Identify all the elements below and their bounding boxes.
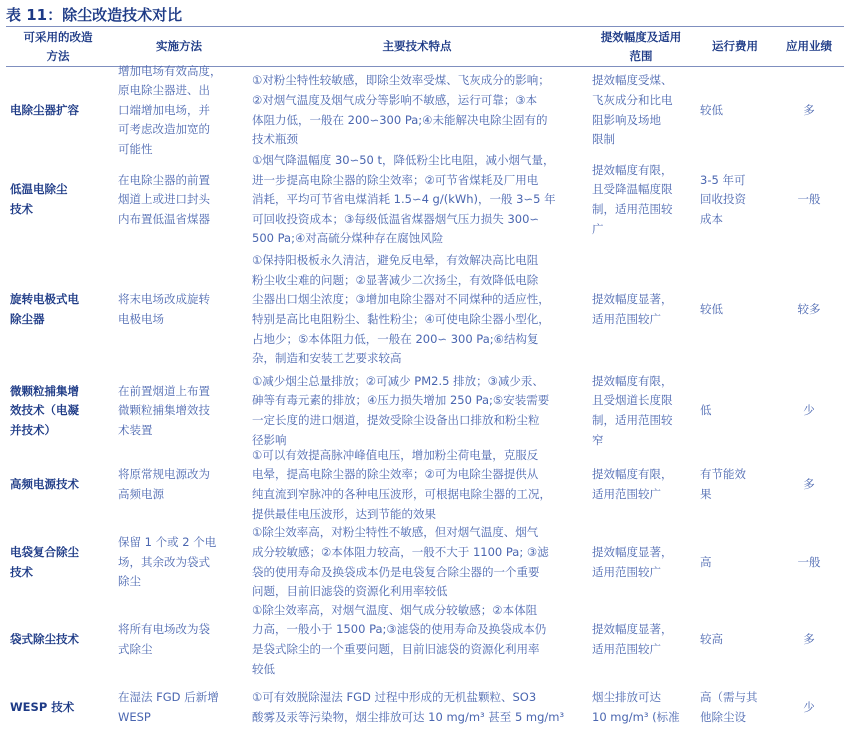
header-cost xyxy=(696,37,774,56)
text-line: 电极电场 xyxy=(118,312,164,326)
text-line: 低 xyxy=(700,403,712,418)
cost-cell xyxy=(696,688,774,727)
text-line: 技术 xyxy=(10,202,33,216)
scope-cell xyxy=(586,620,696,659)
text-line: 适用范围较广 xyxy=(592,564,661,579)
table-row xyxy=(6,523,844,602)
table-row xyxy=(6,375,844,447)
text-line: 较低 xyxy=(700,302,723,317)
features-cell xyxy=(248,688,586,727)
text-line: 电晕，提高电除尘器的除尘效率；②可为电除尘器提供从 xyxy=(252,467,539,482)
text-line: ①减少烟尘总量排放；②可减少 PM2.5 排放；③减少汞、 xyxy=(252,373,544,388)
text-line: 提效幅度显著， xyxy=(592,292,673,307)
implementation-cell xyxy=(110,290,248,329)
table-row xyxy=(6,63,844,156)
text-line: 保留 1 个或 2 个电 xyxy=(118,535,217,550)
text-line: 原电除尘器进、出 xyxy=(118,83,210,98)
cost-cell xyxy=(696,553,774,573)
features-cell xyxy=(248,372,586,450)
text-line: 可能性 xyxy=(118,141,153,156)
text-line: 技术瓶颈 xyxy=(252,132,298,147)
text-line: 阻影响及场地 xyxy=(592,112,661,127)
text-line: 术装置 xyxy=(118,422,153,437)
table-row xyxy=(6,678,844,738)
implementation-cell xyxy=(110,382,248,441)
text-line: 应用业绩 xyxy=(786,39,832,53)
method-cell xyxy=(6,101,110,121)
text-line: ①除尘效率高，对烟气温度、烟气成分较敏感；②本体阻 xyxy=(252,602,538,617)
method-cell xyxy=(6,698,110,718)
record-cell: 少 xyxy=(803,403,815,418)
table-title: 表 11：除尘改造技术对比 xyxy=(6,6,183,24)
scope-cell xyxy=(586,161,696,239)
cost-cell xyxy=(696,171,774,230)
text-line: 酸雾及汞等污染物，烟尘排放可达 10 mg/m³ 甚至 5 mg/m³ xyxy=(252,710,565,724)
text-line: 成分较敏感；②本体阻力较高，一般不大于 1100 Pa; ③滤 xyxy=(252,544,549,559)
text-line: 提效幅度有限， xyxy=(592,467,673,482)
method-cell xyxy=(6,290,110,329)
text-line: 高频电源技术 xyxy=(10,477,79,492)
text-line: ①可有效脱除湿法 FGD 过程中形成的无机盐颗粒、SO3 xyxy=(252,690,537,705)
method-cell xyxy=(6,180,110,219)
text-line: 适用范围较广 xyxy=(592,312,661,326)
text-line: 适用范围较广 xyxy=(592,642,661,656)
text-line: 提效幅度有限， xyxy=(592,162,673,177)
text-line: ①可以有效提高脉冲峰值电压，增加粉尘荷电量，克服反 xyxy=(252,447,539,462)
text-line: 粉尘收尘难的问题；②显著减少二次扬尘，有效降低电除 xyxy=(252,272,539,287)
text-line: 力高，一般小于 1500 Pa;③滤袋的使用寿命及换袋成本仍 xyxy=(252,622,547,637)
text-line: 他除尘设 xyxy=(700,710,746,724)
text-line: 提供最佳电压波形，达到节能的效果 xyxy=(252,506,436,521)
text-line: 主要技术特点 xyxy=(382,39,452,53)
features-cell xyxy=(248,71,586,149)
text-line: 袋的使用寿命及换袋成本仍是电袋复合除尘器的一个重要 xyxy=(252,564,540,579)
text-line: 500 Pa;④对高硫分煤种存在腐蚀风险 xyxy=(252,231,444,246)
text-line: 较低 xyxy=(700,102,723,117)
features-cell xyxy=(248,151,586,249)
record-cell: 一般 xyxy=(797,554,821,569)
text-line: 回收投资 xyxy=(700,192,746,207)
text-line: 制，适用范围较 xyxy=(592,413,673,427)
method-cell xyxy=(6,475,110,495)
text-line: 适用范围较广 xyxy=(592,487,661,501)
text-line: 低温电除尘 xyxy=(10,182,68,197)
text-line: 微颗粒捕集增效技 xyxy=(118,403,210,418)
text-line: 尘器出口烟尘浓度；③增加电除尘器对不同煤种的适应性， xyxy=(252,292,550,307)
text-line: 杂，制造和安装工艺要求较高 xyxy=(252,351,402,366)
implementation-cell xyxy=(110,620,248,659)
scope-cell xyxy=(586,688,696,727)
text-line: ①保持阳极板永久清洁，避免反电晕，有效解决高比电阻 xyxy=(252,253,539,268)
implementation-cell xyxy=(110,533,248,592)
features-cell xyxy=(248,523,586,601)
text-line: 运行费用 xyxy=(712,39,758,53)
text-line: ②对烟气温度及烟气成分等影响不敏感，运行可靠；③本 xyxy=(252,92,538,107)
table-body xyxy=(6,63,844,738)
text-line: 口端增加电场，并 xyxy=(118,102,210,117)
record-cell: 多 xyxy=(803,102,815,117)
text-line: 径影响 xyxy=(252,432,287,447)
text-line: ①除尘效率高，对粉尘特性不敏感，但对烟气温度、烟气 xyxy=(252,525,539,540)
text-line: 高频电源 xyxy=(118,487,164,501)
table-row xyxy=(6,602,844,678)
text-line: 提效幅度显著， xyxy=(592,622,673,637)
record-cell: 多 xyxy=(803,477,815,492)
text-line: 果 xyxy=(700,487,712,501)
scope-cell xyxy=(586,465,696,504)
text-line: 在前置烟道上布置 xyxy=(118,383,210,398)
text-line: 可采用的改造 xyxy=(23,29,93,44)
text-line: 砷等有毒元素的排放；④压力损失增加 250 Pa;⑤安装需要 xyxy=(252,393,550,408)
text-line: 场，其余改为袋式 xyxy=(118,554,210,569)
text-line: 范围 xyxy=(629,48,653,63)
text-line: 广 xyxy=(592,221,604,236)
text-line: 电除尘器扩容 xyxy=(10,102,79,117)
cost-cell xyxy=(696,401,774,421)
record-cell: 一般 xyxy=(797,192,821,207)
header-method xyxy=(6,28,110,66)
text-line: 特别是高比电阻粉尘、黏性粉尘；④可使电除尘器小型化， xyxy=(252,312,550,326)
record-cell: 多 xyxy=(803,632,815,647)
text-line: 将所有电场改为袋 xyxy=(118,622,210,637)
header-scope xyxy=(586,28,696,66)
text-line: 效技术（电凝 xyxy=(10,403,79,418)
text-line: 制，适用范围较 xyxy=(592,202,673,216)
text-line: 烟道上或进口封头 xyxy=(118,192,210,207)
text-line: 式除尘 xyxy=(118,642,153,656)
scope-cell xyxy=(586,290,696,329)
text-line: 方法 xyxy=(46,48,70,63)
implementation-cell xyxy=(110,688,248,727)
text-line: 成本 xyxy=(700,211,723,226)
text-line: 提效幅度有限， xyxy=(592,373,673,388)
header-record xyxy=(774,37,844,56)
scope-cell xyxy=(586,372,696,450)
text-line: ①烟气降温幅度 30∽50 t，降低粉尘比电阻，减小烟气量， xyxy=(252,153,555,168)
implementation-cell xyxy=(110,62,248,160)
text-line: 问题，目前旧滤袋的资源化利用率较低 xyxy=(252,584,448,599)
text-line: 烟尘排放可达 xyxy=(592,690,661,705)
text-line: WESP xyxy=(118,710,151,724)
features-cell xyxy=(248,251,586,369)
text-line: 高（需与其 xyxy=(700,690,758,705)
text-line: 且受烟道长度限 xyxy=(592,393,673,408)
text-line: 进一步提高电除尘器的除尘效率；②可节省煤耗及厂用电 xyxy=(252,172,539,187)
features-cell xyxy=(248,601,586,679)
text-line: 较低 xyxy=(252,661,275,676)
text-line: 内布置低温省煤器 xyxy=(118,211,210,226)
text-line: 袋式除尘技术 xyxy=(10,632,79,647)
text-line: 占地少；⑤本体阻力低，一般在 200∽ 300 Pa;⑥结构复 xyxy=(252,331,539,346)
text-line: ①对粉尘特性较敏感，即除尘效率受煤、飞灰成分的影响； xyxy=(252,73,550,88)
implementation-cell xyxy=(110,171,248,230)
cost-cell xyxy=(696,300,774,320)
header-implementation xyxy=(110,37,248,56)
dust-removal-comparison-table xyxy=(6,27,844,738)
text-line: 有节能效 xyxy=(700,467,746,482)
cost-cell xyxy=(696,630,774,650)
features-cell xyxy=(248,446,586,524)
text-line: 是袋式除尘的一个重要问题，目前旧滤袋的资源化利用率 xyxy=(252,642,540,656)
cost-cell xyxy=(696,101,774,121)
table-row xyxy=(6,245,844,375)
text-line: 提效幅度显著， xyxy=(592,544,673,559)
text-line: 提效幅度受煤、 xyxy=(592,73,673,88)
text-line: 纯直流到窄脉冲的各种电压波形，可根据电除尘器的工况， xyxy=(252,487,551,501)
text-line: 除尘 xyxy=(118,574,141,589)
text-line: 3-5 年可 xyxy=(700,172,746,187)
text-line: 微颗粒捕集增 xyxy=(10,383,79,398)
text-line: 技术 xyxy=(10,564,33,579)
text-line: 限制 xyxy=(592,132,615,147)
method-cell xyxy=(6,630,110,650)
text-line: 在电除尘器的前置 xyxy=(118,172,210,187)
text-line: 消耗，平均可节省电煤消耗 1.5∽4 g/(kWh)，一般 3∽5 年 xyxy=(252,192,556,207)
text-line: 旋转电极式电 xyxy=(10,292,79,307)
text-line: WESP 技术 xyxy=(10,700,75,715)
text-line: 实施方法 xyxy=(156,39,202,53)
text-line: 可回收投资成本；③每级低温省煤器烟气压力损失 300∽ xyxy=(252,211,540,226)
table-row xyxy=(6,447,844,523)
text-line: 电袋复合除尘 xyxy=(10,544,79,559)
text-line: 将末电场改成旋转 xyxy=(118,292,210,307)
record-cell: 较多 xyxy=(797,302,821,317)
method-cell xyxy=(6,382,110,441)
cost-cell xyxy=(696,465,774,504)
text-line: 增加电场有效高度， xyxy=(118,63,222,78)
method-cell xyxy=(6,543,110,582)
text-line: 高 xyxy=(700,554,712,569)
text-line: 且受降温幅度限 xyxy=(592,182,673,197)
text-line: 10 mg/m³ (标准 xyxy=(592,710,680,724)
text-line: 在湿法 FGD 后新增 xyxy=(118,690,219,705)
text-line: 可考虑改造加宽的 xyxy=(118,122,210,137)
text-line: 除尘器 xyxy=(10,312,45,326)
table-row xyxy=(6,155,844,245)
scope-cell xyxy=(586,543,696,582)
table-header xyxy=(6,27,844,66)
text-line: 将原常规电源改为 xyxy=(118,467,210,482)
text-line: 体阻力低，一般在 200∽300 Pa;④未能解决电除尘固有的 xyxy=(252,112,548,127)
text-line: 一定长度的进口烟道，提效受除尘设备出口排放和粉尘粒 xyxy=(252,413,540,427)
scope-cell xyxy=(586,71,696,149)
text-line: 飞灰成分和比电 xyxy=(592,92,673,107)
text-line: 窄 xyxy=(592,432,604,447)
record-cell: 少 xyxy=(803,700,815,715)
text-line: 较高 xyxy=(700,632,723,647)
implementation-cell xyxy=(110,465,248,504)
text-line: 并技术） xyxy=(10,422,56,437)
text-line: 提效幅度及适用 xyxy=(600,29,682,44)
header-features xyxy=(248,37,586,56)
